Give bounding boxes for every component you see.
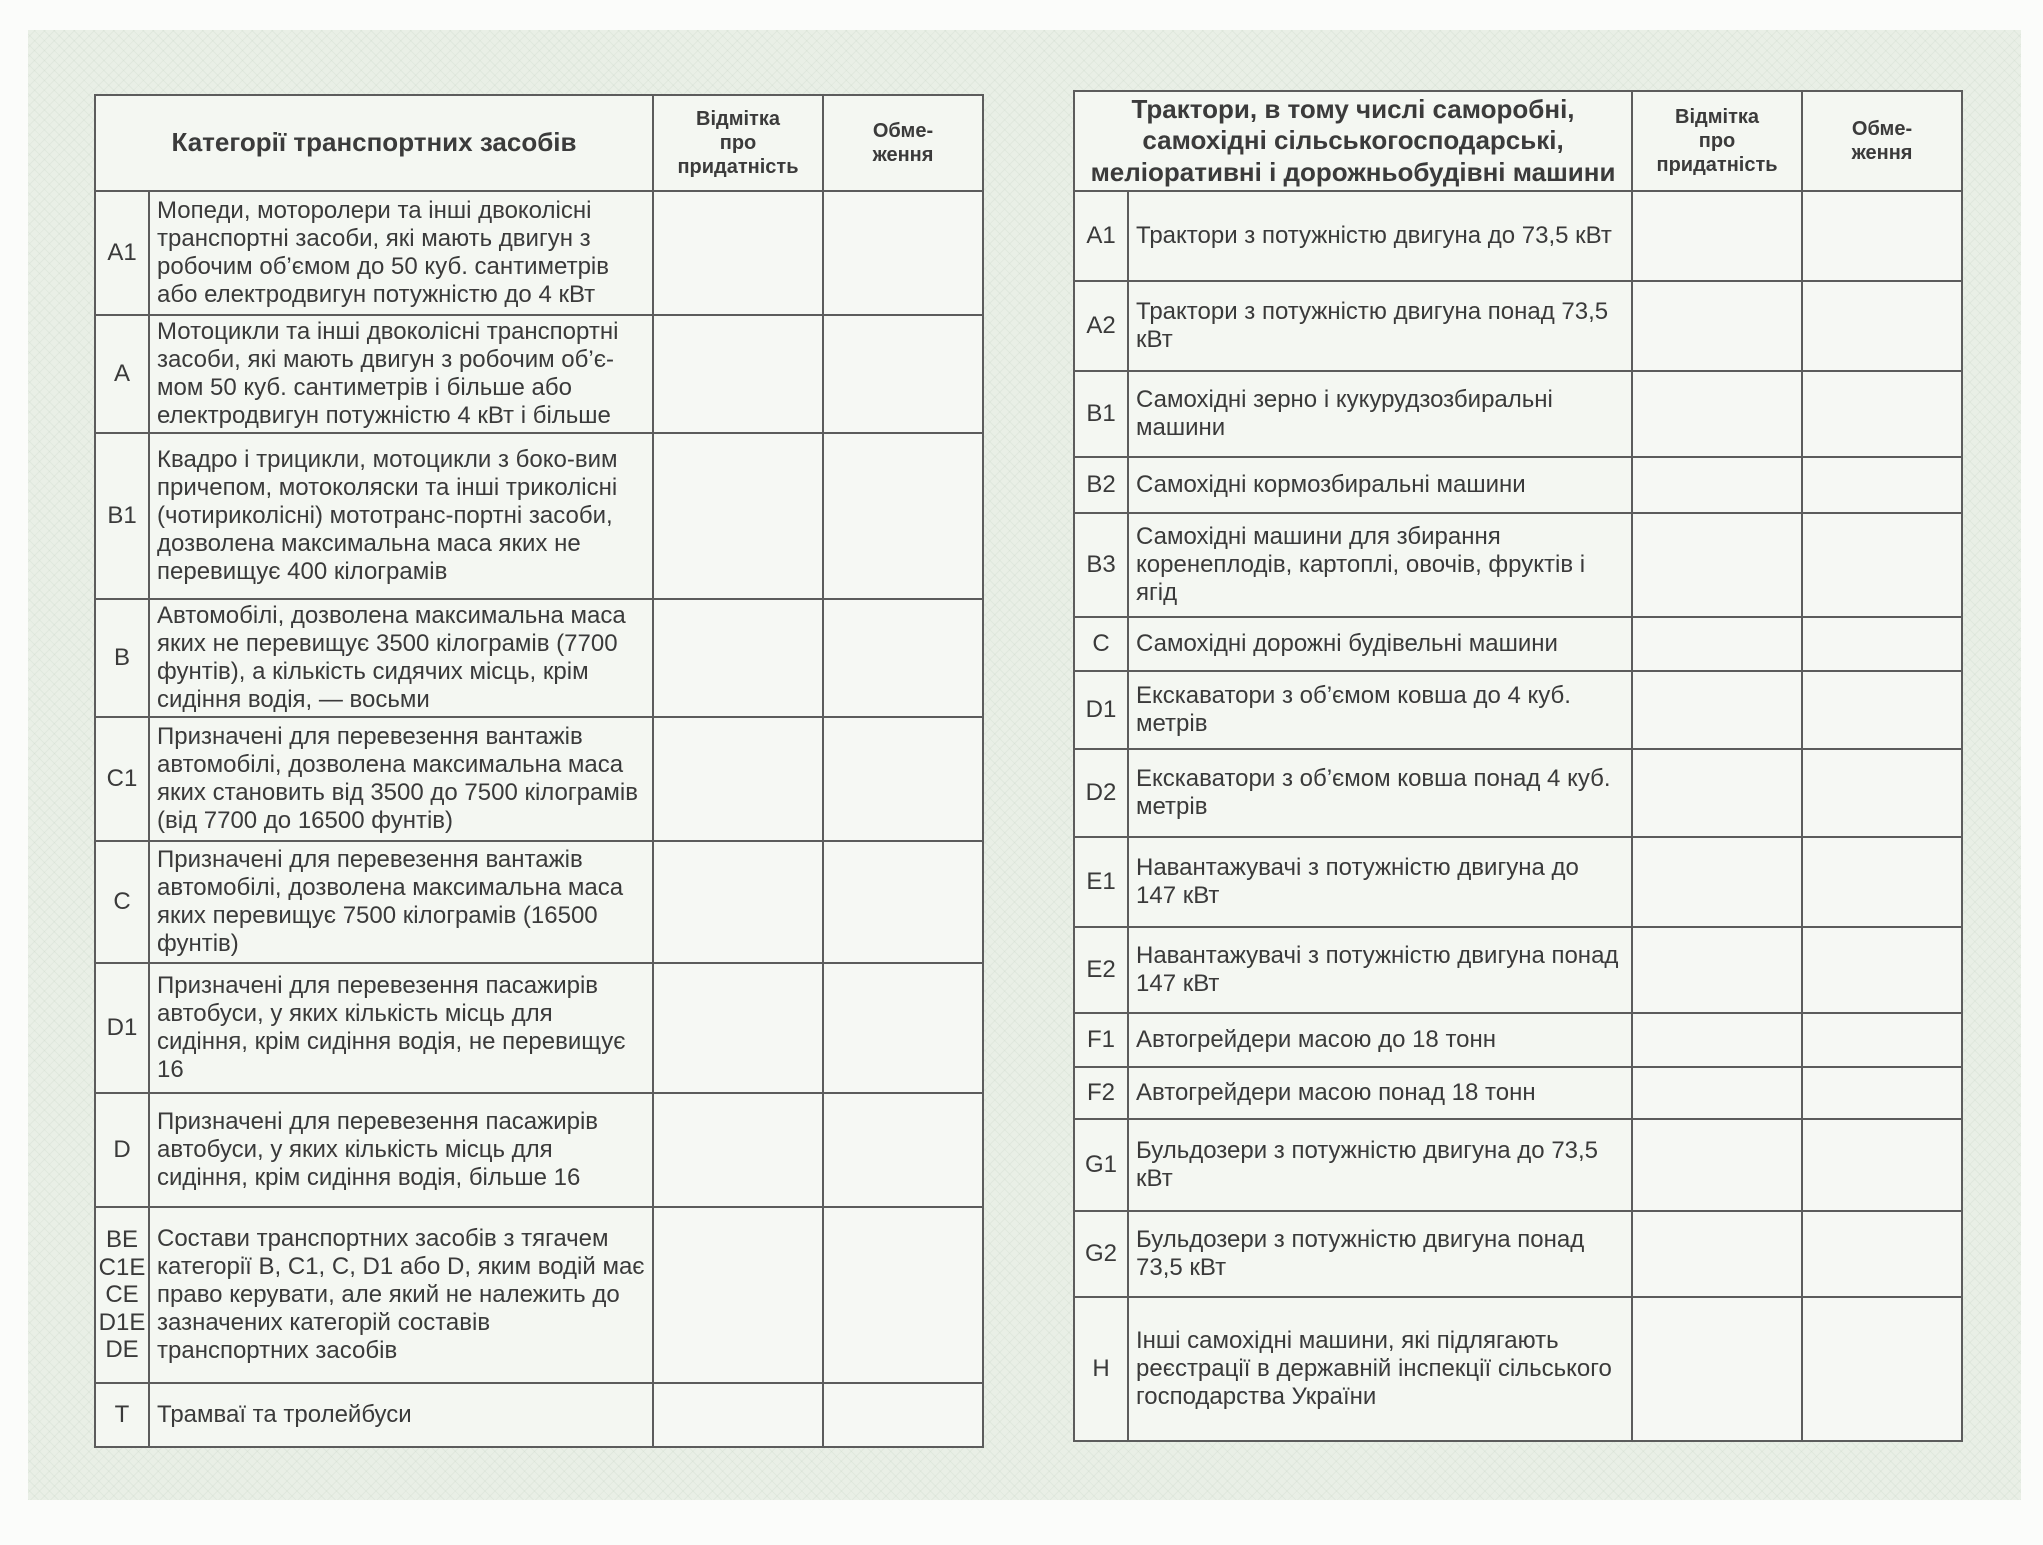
- restriction-cell: [823, 191, 983, 315]
- restriction-cell: [823, 963, 983, 1093]
- category-code: B3: [1074, 513, 1128, 617]
- fitness-mark-cell: [653, 1093, 823, 1207]
- table-header-row: [1074, 91, 1962, 191]
- restriction-cell: [823, 315, 983, 433]
- header-fitness-mark: Відмітка про придатність: [653, 95, 823, 191]
- category-code: B: [95, 599, 149, 717]
- category-code: B1: [95, 433, 149, 599]
- table-row: [1074, 1119, 1962, 1211]
- category-code: B1: [1074, 371, 1128, 457]
- restriction-cell: [823, 841, 983, 963]
- restriction-cell: [1802, 1067, 1962, 1119]
- category-description: Трактори з потужністю двигуна до 73,5 кВт: [1128, 191, 1632, 281]
- category-description: Призначені для перевезення вантажів автомобілі, дозволена максимальна маса яких перевищує 7500 кілограмів (16500 фунтів): [149, 841, 653, 963]
- fitness-mark-cell: [653, 963, 823, 1093]
- restriction-cell: [1802, 1297, 1962, 1441]
- restriction-cell: [1802, 191, 1962, 281]
- vehicle-categories-table: [94, 94, 984, 1448]
- table-row: [95, 1383, 983, 1447]
- header-restriction: Обме- ження: [1802, 91, 1962, 191]
- category-description: Автомобілі, дозволена максимальна маса яких не перевищує 3500 кілограмів (7700 фунтів), а кількість сидячих місць, крім сидіння водія, — восьми: [149, 599, 653, 717]
- category-code: E1: [1074, 837, 1128, 927]
- fitness-mark-cell: [1632, 1211, 1802, 1297]
- category-code: G2: [1074, 1211, 1128, 1297]
- fitness-mark-cell: [1632, 513, 1802, 617]
- category-code: BE: [105, 1226, 138, 1254]
- category-code: D: [95, 1093, 149, 1207]
- fitness-mark-cell: [1632, 1119, 1802, 1211]
- fitness-mark-cell: [1632, 671, 1802, 749]
- tractor-categories-table: [1073, 90, 1963, 1442]
- restriction-cell: [1802, 1013, 1962, 1067]
- category-description: Мопеди, моторолери та інші двоколісні транспортні засоби, які мають двигун з робочим об’ємом до 50 куб. сантиметрів або електродвигун потужністю до 4 кВт: [149, 191, 653, 315]
- restriction-cell: [1802, 513, 1962, 617]
- category-code: G1: [1074, 1119, 1128, 1211]
- restriction-cell: [823, 433, 983, 599]
- category-code: F1: [1074, 1013, 1128, 1067]
- table-header-row: [95, 95, 983, 191]
- category-description: Призначені для перевезення пасажирів автобуси, у яких кількість місць для сидіння, крім сидіння водія, більше 16: [149, 1093, 653, 1207]
- fitness-mark-cell: [653, 191, 823, 315]
- table-row: [1074, 371, 1962, 457]
- restriction-cell: [1802, 749, 1962, 837]
- category-code: A1: [95, 191, 149, 315]
- table-row: [1074, 1297, 1962, 1441]
- category-code: D1E: [98, 1308, 146, 1336]
- table-row: [95, 191, 983, 315]
- restriction-cell: [1802, 1119, 1962, 1211]
- category-code: D1: [1074, 671, 1128, 749]
- category-description: Самохідні зерно і кукурудзозбиральні машини: [1128, 371, 1632, 457]
- fitness-mark-cell: [1632, 837, 1802, 927]
- category-description: Самохідні машини для збирання коренеплодів, картоплі, овочів, фруктів і ягід: [1128, 513, 1632, 617]
- restriction-cell: [1802, 1211, 1962, 1297]
- header-category: Категорії транспортних засобів: [95, 95, 653, 191]
- category-description: Автогрейдери масою до 18 тонн: [1128, 1013, 1632, 1067]
- fitness-mark-cell: [653, 315, 823, 433]
- category-code: C: [95, 841, 149, 963]
- category-code: C1: [95, 717, 149, 841]
- fitness-mark-cell: [1632, 191, 1802, 281]
- restriction-cell: [1802, 927, 1962, 1013]
- fitness-mark-cell: [1632, 927, 1802, 1013]
- category-code: A: [95, 315, 149, 433]
- restriction-cell: [1802, 837, 1962, 927]
- restriction-cell: [823, 1383, 983, 1447]
- category-code: CE: [105, 1281, 139, 1309]
- category-code: T: [95, 1383, 149, 1447]
- table-row: [95, 1093, 983, 1207]
- table-row: [1074, 837, 1962, 927]
- category-code: H: [1074, 1297, 1128, 1441]
- table-row: [1074, 1067, 1962, 1119]
- fitness-mark-cell: [653, 433, 823, 599]
- restriction-cell: [823, 717, 983, 841]
- table-row: [1074, 617, 1962, 671]
- category-code: B2: [1074, 457, 1128, 513]
- restriction-cell: [1802, 457, 1962, 513]
- category-description: Екскаватори з об’ємом ковша до 4 куб. метрів: [1128, 671, 1632, 749]
- table-row: [1074, 1211, 1962, 1297]
- fitness-mark-cell: [1632, 749, 1802, 837]
- category-description: Состави транспортних засобів з тягачем категорії B, C1, C, D1 або D, яким водій має право керувати, але який не належить до зазначених категорій составів транспортних засобів: [149, 1207, 653, 1383]
- restriction-cell: [823, 1207, 983, 1383]
- category-code: D1: [95, 963, 149, 1093]
- fitness-mark-cell: [1632, 617, 1802, 671]
- fitness-mark-cell: [1632, 1297, 1802, 1441]
- category-description: Призначені для перевезення вантажів автомобілі, дозволена максимальна маса яких становить від 3500 до 7500 кілограмів (від 7700 до 16500 фунтів): [149, 717, 653, 841]
- category-code: DE: [105, 1336, 139, 1364]
- table-row: [95, 433, 983, 599]
- fitness-mark-cell: [653, 717, 823, 841]
- restriction-cell: [1802, 617, 1962, 671]
- table-row: [95, 841, 983, 963]
- table-row: [95, 315, 983, 433]
- category-code: E2: [1074, 927, 1128, 1013]
- table-row: [95, 717, 983, 841]
- category-description: Бульдозери з потужністю двигуна понад 73,5 кВт: [1128, 1211, 1632, 1297]
- category-code: F2: [1074, 1067, 1128, 1119]
- restriction-cell: [823, 599, 983, 717]
- fitness-mark-cell: [1632, 281, 1802, 371]
- fitness-mark-cell: [1632, 457, 1802, 513]
- category-code: C: [1074, 617, 1128, 671]
- table-row: [1074, 749, 1962, 837]
- category-description: Автогрейдери масою понад 18 тонн: [1128, 1067, 1632, 1119]
- header-fitness-mark: Відмітка про придатність: [1632, 91, 1802, 191]
- table-row: [1074, 1013, 1962, 1067]
- category-description: Самохідні дорожні будівельні машини: [1128, 617, 1632, 671]
- table-row: [1074, 191, 1962, 281]
- category-description: Екскаватори з об’ємом ковша понад 4 куб. метрів: [1128, 749, 1632, 837]
- table-row: [95, 599, 983, 717]
- table-row: [1074, 671, 1962, 749]
- fitness-mark-cell: [1632, 371, 1802, 457]
- category-description: Навантажувачі з потужністю двигуна до 147 кВт: [1128, 837, 1632, 927]
- restriction-cell: [1802, 281, 1962, 371]
- category-code: A1: [1074, 191, 1128, 281]
- fitness-mark-cell: [653, 1207, 823, 1383]
- table-row: [95, 963, 983, 1093]
- category-description: Трамваї та тролейбуси: [149, 1383, 653, 1447]
- fitness-mark-cell: [653, 841, 823, 963]
- table-row: [1074, 457, 1962, 513]
- category-description: Трактори з потужністю двигуна понад 73,5 кВт: [1128, 281, 1632, 371]
- category-description: Самохідні кормозбиральні машини: [1128, 457, 1632, 513]
- restriction-cell: [823, 1093, 983, 1207]
- category-description: Інші самохідні машини, які підлягають реєстрації в державній інспекції сільського господарства України: [1128, 1297, 1632, 1441]
- fitness-mark-cell: [653, 599, 823, 717]
- fitness-mark-cell: [1632, 1067, 1802, 1119]
- category-description: Призначені для перевезення пасажирів автобуси, у яких кількість місць для сидіння, крім сидіння водія, не перевищує 16: [149, 963, 653, 1093]
- restriction-cell: [1802, 371, 1962, 457]
- fitness-mark-cell: [653, 1383, 823, 1447]
- table-row: [1074, 281, 1962, 371]
- table-row: [1074, 513, 1962, 617]
- category-code: C1E: [98, 1253, 146, 1281]
- header-restriction: Обме- ження: [823, 95, 983, 191]
- table-row: [1074, 927, 1962, 1013]
- category-description: Бульдозери з потужністю двигуна до 73,5 кВт: [1128, 1119, 1632, 1211]
- header-category: Трактори, в тому числі саморобні, самохідні сільськогосподарські, меліоративні і дорожньобудівні машини: [1074, 91, 1632, 191]
- category-code-group: [95, 1207, 149, 1383]
- category-description: Навантажувачі з потужністю двигуна понад 147 кВт: [1128, 927, 1632, 1013]
- fitness-mark-cell: [1632, 1013, 1802, 1067]
- category-code: D2: [1074, 749, 1128, 837]
- category-description: Квадро і трицикли, мотоцикли з боко-вим причепом, мотоколяски та інші триколісні (чотириколісні) мототранс-портні засоби, дозволена максимальна маса яких не перевищує 400 кілограмів: [149, 433, 653, 599]
- table-row: [95, 1207, 983, 1383]
- category-code: A2: [1074, 281, 1128, 371]
- restriction-cell: [1802, 671, 1962, 749]
- category-description: Мотоцикли та інші двоколісні транспортні засоби, які мають двигун з робочим об’є-мом 50 куб. сантиметрів і більше або електродвигун потужністю 4 кВт і більше: [149, 315, 653, 433]
